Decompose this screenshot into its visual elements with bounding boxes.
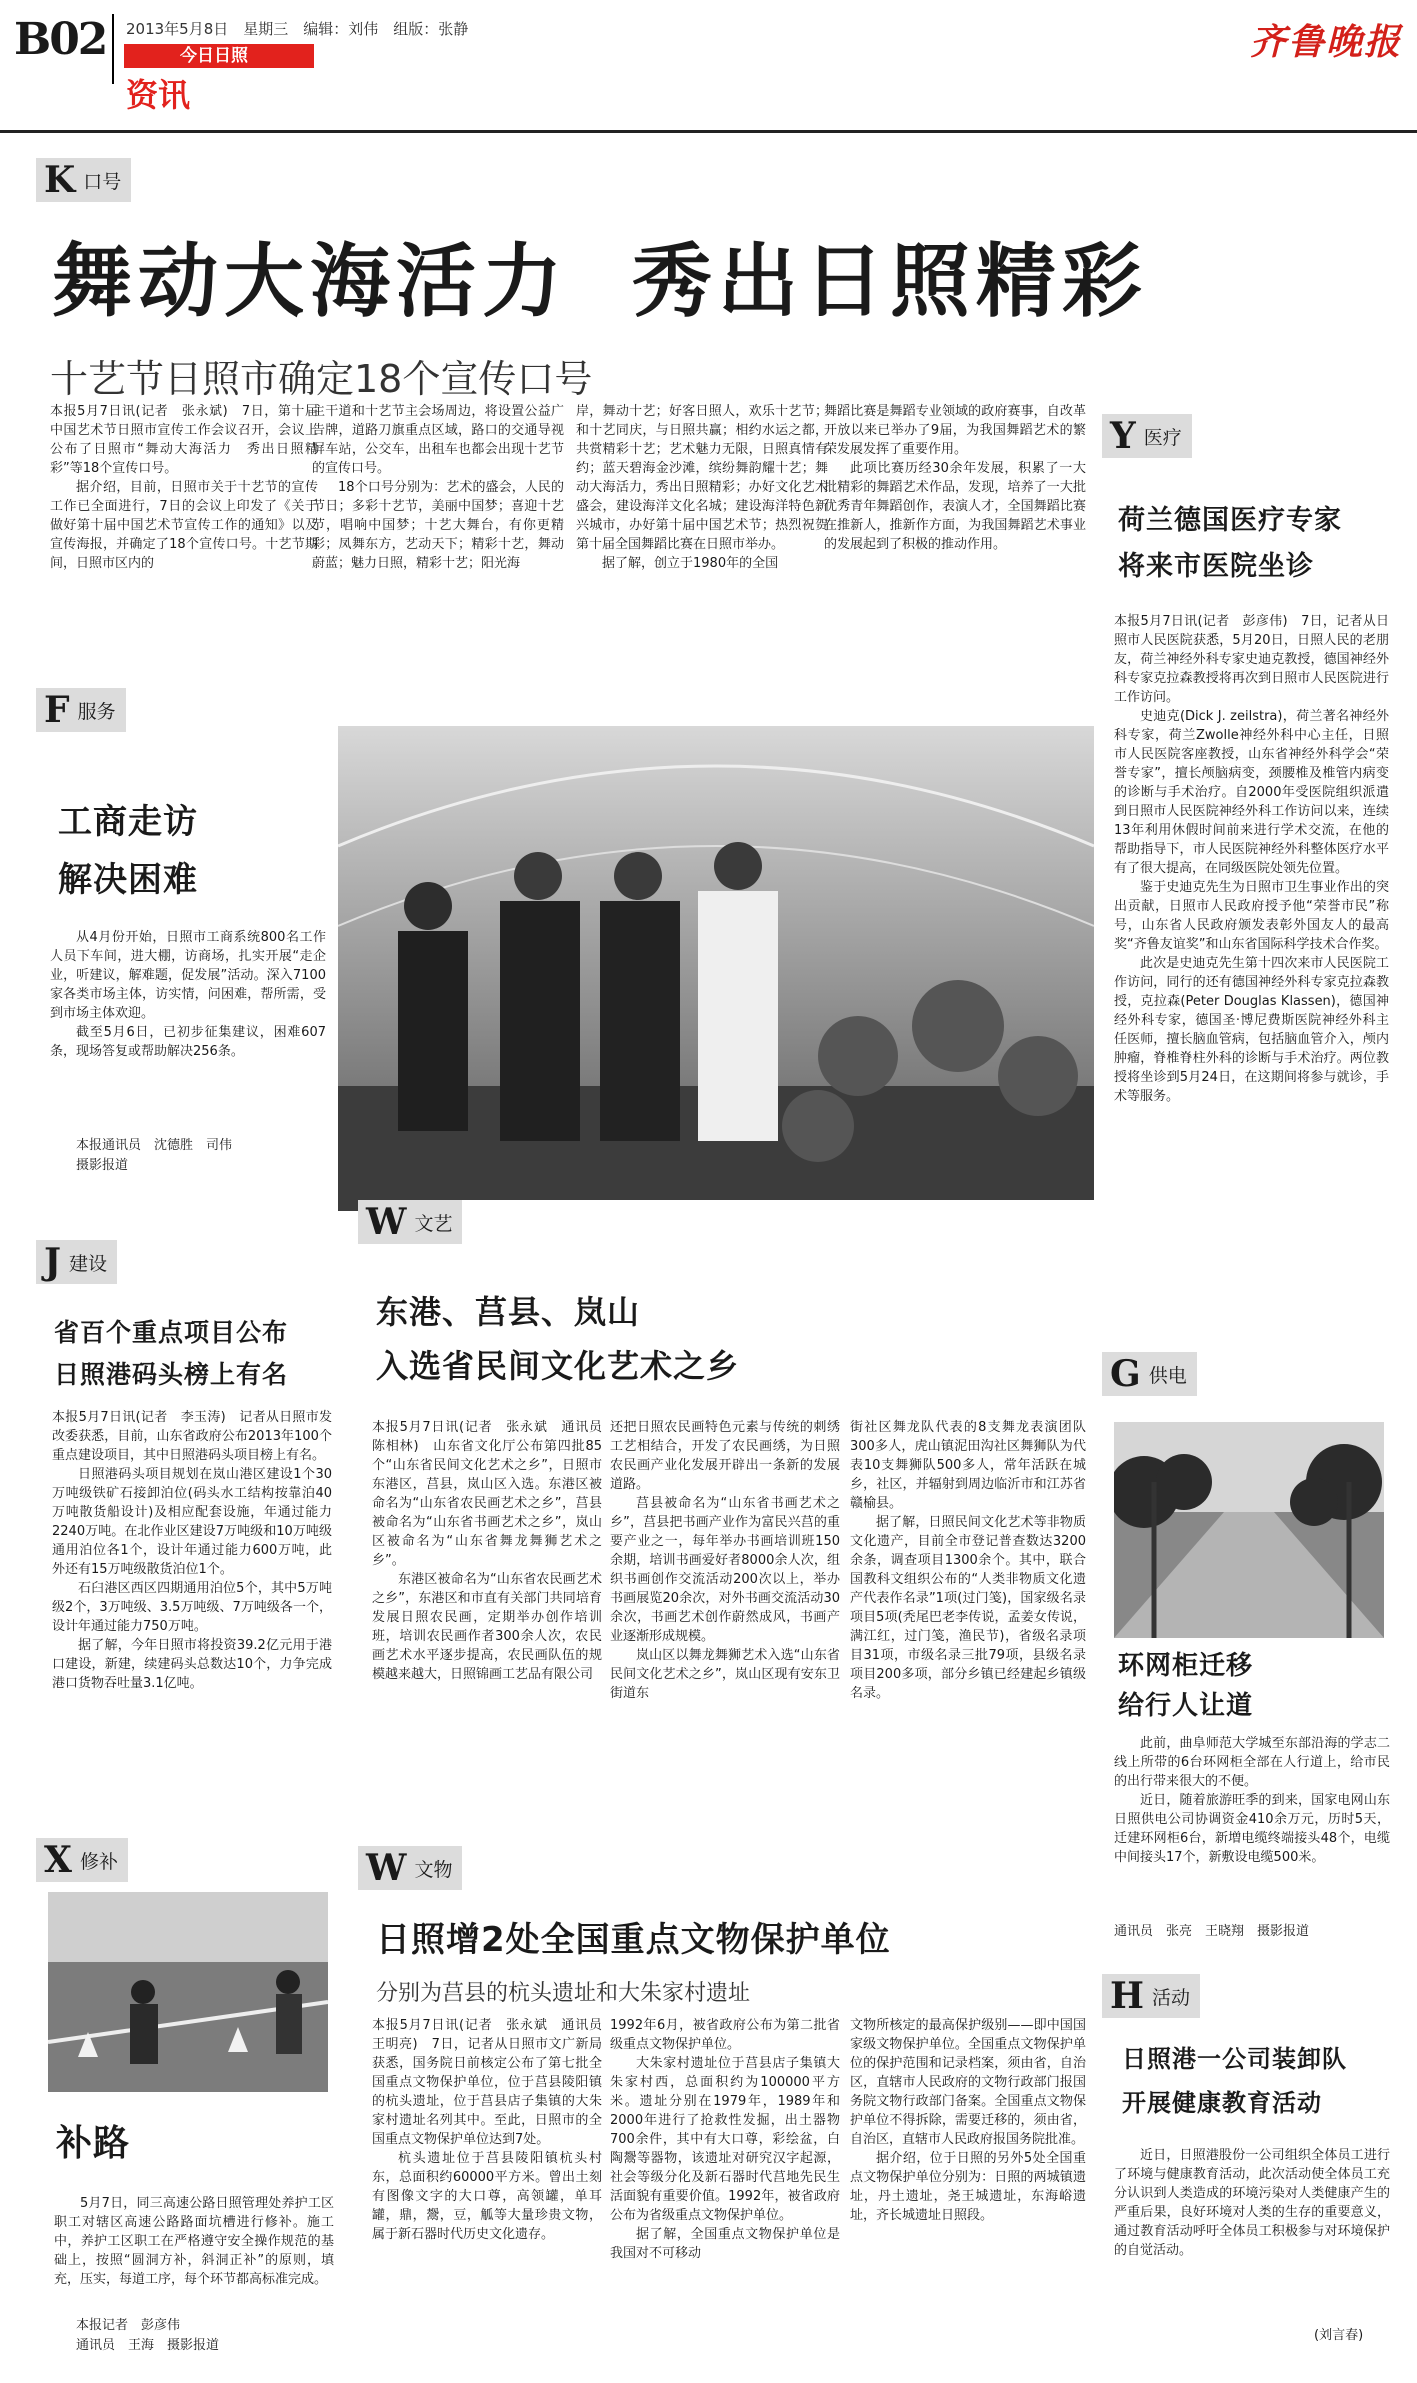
article-heritage — [358, 1846, 1098, 2352]
headline: 日照港一公司装卸队 — [1122, 2045, 1347, 2073]
headline: 日照增2处全国重点文物保护单位 — [376, 1920, 891, 1960]
article-construction — [36, 1240, 338, 1810]
brand-logo: 齐鲁晚报 — [1250, 21, 1403, 63]
paragraph: 本报5月7日讯(记者 张永斌 通讯员 王明亮) 7日，记者从日照市文广新局获悉，国务院日前核定公布了第七批全国重点文物保护单位，位于莒县陵阳镇的杭头遗址，位于莒县店子集镇的大朱家村遗址名列其中。至此，日照市的全国重点文物保护单位达到7处。 — [372, 2018, 602, 2147]
page-header — [0, 0, 1417, 140]
paragraph: 岚山区以舞龙舞狮艺术入选“山东省民间文化艺术之乡”，岚山区现有安东卫街道东 — [610, 1648, 840, 1701]
road-repair-photo — [48, 1892, 328, 2092]
article-folk-art — [358, 1200, 1098, 1838]
headline: 日照港码头榜上有名 — [54, 1360, 289, 1389]
section-tag: K 口号 — [36, 158, 131, 202]
paragraph: 据了解，全国重点文物保护单位是我国对不可移动 — [610, 2227, 840, 2261]
headline: 入选省民间文化艺术之乡 — [376, 1347, 740, 1385]
section-name: 今日日照 — [180, 46, 248, 66]
paragraph: 截至5月6日，已初步征集建议，困难607条，现场答复或帮助解决256条。 — [50, 1025, 326, 1059]
article-medical — [1102, 404, 1397, 1334]
paragraph: 18个口号分别为：艺术的盛会，人民的节日；多彩十艺节，美丽中国梦；喜迎十艺节，唱响中国梦；十艺大舞台，有你更精彩；凤舞东方，艺动天下；精彩十艺，舞动蔚蓝；魅力日照，精彩十艺；阳光海 — [312, 480, 564, 571]
headline: 将来市医院坐诊 — [1118, 551, 1314, 582]
paragraph: 本报5月7日讯(记者 张永斌) 7日，第十届中国艺术节日照市宣传工作会议召开，会议上公布了日照市“舞动大海活力 秀出日照精彩”等18个宣传口号。 — [50, 404, 318, 476]
section-tag: W 文艺 — [358, 1200, 462, 1244]
article-power — [1102, 1342, 1397, 1942]
paragraph: 街社区舞龙队代表的8支舞龙表演团队300多人，虎山镇泥田沟社区舞狮队为代表10支舞狮队500多人，常年活跃在城乡，社区，并辐射到周边临沂市和江苏省赣榆县。 — [850, 1420, 1086, 1511]
section-tag: F 服务 — [36, 688, 126, 732]
headline: 东港、莒县、岚山 — [376, 1293, 641, 1331]
headline: 舞动大海活力 秀出日照精彩 — [52, 235, 1148, 328]
article-repair — [36, 1822, 338, 2352]
paragraph: 本报5月7日讯(记者 张永斌 通讯员 陈相林) 山东省文化厅公布第四批85个“山东省民间文化艺术之乡”，日照市东港区，莒县，岚山区入选。东港区被命名为“山东省农民画艺术之乡”，莒县被命名为“山东省书画艺术之乡”，岚山区被命名为“山东省舞龙舞狮艺术之乡”。 — [372, 1420, 602, 1568]
paragraph: 从4月份开始，日照市工商系统800名工作人员下车间，进大棚，访商场，扎实开展“走企业，听建议，解难题，促发展”活动。深入7100家各类市场主体，访实情，问困难，帮所需，受到市场主体欢迎。 — [50, 930, 326, 1021]
paragraph: 本报5月7日讯(记者 李玉涛) 记者从日照市发改委获悉，目前，山东省政府公布2013年100个重点建设项目，其中日照港码头项目榜上有名。 — [52, 1410, 332, 1463]
paragraph: 莒县被命名为“山东省书画艺术之乡”，莒县把书画产业作为富民兴莒的重要产业之一，每年举办书画培训班150余期，培训书画爱好者8000余人次，组织书画创作交流活动200次以上，举办书画展览20余次，对外书画交流活动30余次，书画艺术创作蔚然成风，书画产业逐渐形成规模。 — [610, 1496, 840, 1644]
headline: 环网柜迁移 — [1118, 1651, 1254, 1681]
headline: 补路 — [56, 2123, 131, 2164]
paragraph: 东港区被命名为“山东省农民画艺术之乡”，东港区和市直有关部门共同培育发展日照农民画，定期举办创作培训班，培训农民画作者300余人次，农民画艺术水平逐步提高，农民画队伍的规模越来越大，日照锦画工艺品有限公司 — [372, 1572, 602, 1682]
paragraph: 据介绍，位于日照的另外5处全国重点文物保护单位分别为：日照的两城镇遗址，丹土遗址，尧王城遗址，东海峪遗址，齐长城遗址日照段。 — [850, 2151, 1086, 2223]
section-tag: W 文物 — [358, 1846, 462, 1890]
photo-credit: 摄影报道 — [76, 1158, 129, 1173]
page-number: B02 — [14, 14, 107, 65]
article-service — [36, 688, 1096, 1228]
paragraph: 文物所核定的最高保护级别——即中国国家级文物保护单位。全国重点文物保护单位的保护范围和记录档案，须由省，自治区，直辖市人民政府的文物行政部门报国务院文物行政部门备案。全国重点文物保护单位不得拆除，需要迁移的，须由省，自治区，直辖市人民政府报国务院批准。 — [850, 2018, 1086, 2147]
photo-credit: 通讯员 张亮 王晓翔 摄影报道 — [1114, 1924, 1310, 1939]
greenhouse-photo — [338, 726, 1094, 1211]
paragraph: 日照港码头项目规划在岚山港区建设1个30万吨级铁矿石接卸泊位(码头水工结构按靠泊40万吨散货船设计)及相应配套设施，年通过能力2240万吨。在北作业区建设7万吨级和10万吨级通用泊位各1个，设计年通过能力600万吨，此外还有15万吨级散货泊位1个。 — [52, 1467, 332, 1577]
paragraph: 舞蹈比赛是舞蹈专业领域的政府赛事，自改革开放以来已举办了9届，为我国舞蹈艺术的繁荣发展发挥了重要作用。 — [824, 404, 1086, 457]
paragraph: 石臼港区西区四期通用泊位5个，其中5万吨级2个，3万吨级、3.5万吨级、7万吨级各一个，设计年通过能力750万吨。 — [52, 1581, 332, 1634]
headline: 省百个重点项目公布 — [54, 1318, 289, 1347]
section-tag: Y 医疗 — [1102, 414, 1192, 458]
paragraph: 1992年6月，被省政府公布为第二批省级重点文物保护单位。 — [610, 2018, 840, 2052]
column-name: 资讯 — [126, 76, 191, 114]
street-photo — [1114, 1422, 1384, 1638]
paragraph: 近日，随着旅游旺季的到来，国家电网山东日照供电公司协调资金410余万元，历时5天，迁建环网柜6台，新増电缆终端接头48个，电缆中间接头17个，新敷设电缆500米。 — [1114, 1793, 1390, 1865]
subheadline: 分别为莒县的杭头遗址和大朱家村遗址 — [376, 1981, 751, 2006]
paragraph: 此前，曲阜师范大学城至东部沿海的学志二线上所带的6台环网柜全部在人行道上，给市民的出行带来很大的不便。 — [1114, 1736, 1390, 1789]
headline: 解决困难 — [58, 860, 198, 900]
headline: 荷兰德国医疗专家 — [1118, 505, 1342, 536]
paragraph: 岸，舞动十艺；好客日照人，欢乐十艺节；和十艺同庆，与日照共赢；相约水运之都，共赏精彩十艺；艺术魅力无限，日照真情有约；蓝天碧海金沙滩，缤纷舞韵耀十艺；舞动大海活力，秀出日照精彩；办好文化艺术盛会，建设海洋文化名城；建设海洋特色新兴城市，办好第十届中国艺术节；热烈祝贺第十届全国舞蹈比赛在日照市举办。 — [576, 404, 828, 552]
paragraph: 还把日照农民画特色元素与传统的刺绣工艺相结合，开发了农民画绣，为日照农民画产业化发展开辟出一条新的发展道路。 — [610, 1420, 840, 1492]
photo-credit: 通讯员 王海 摄影报道 — [76, 2338, 220, 2353]
section-tag: X 修补 — [36, 1838, 128, 1882]
issue-date: 2013年5月8日 星期三 编辑：刘伟 组版：张静 — [126, 20, 469, 38]
paragraph: 据了解，今年日照市将投资39.2亿元用于港口建设，新建，续建码头总数达10个，力争完成港口货物吞吐量3.1亿吨。 — [52, 1638, 332, 1691]
paragraph: 鉴于史迪克先生为日照市卫生事业作出的突出贡献，日照市人民政府授予他“荣誉市民”称号，山东省人民政府颁发表彰外国友人的最高奖“齐鲁友谊奖”和山东省国际科学技术合作奖。 — [1114, 880, 1389, 952]
headline: 工商走访 — [58, 802, 198, 842]
paragraph: 本报5月7日讯(记者 彭彦伟) 7日，记者从日照市人民医院获悉，5月20日，日照人民的老朋友，荷兰神经外科专家史迪克教授，德国神经外科专家克拉森教授将再次到日照市人民医院进行工作访问。 — [1114, 614, 1389, 705]
paragraph: 大朱家村遗址位于莒县店子集镇大朱家村西，总面积约为100000平方米。遗址分别在1979年，1989年和2000年进行了抢救性发掘，出土器物700余件，其中有大口尊，彩绘盆，白陶鬶等器物，该遗址对研究汉字起源，社会等级分化及新石器时代莒地先民生活面貌有重要价值。1992年，被省政府公布为省级重点文物保护单位。 — [610, 2056, 840, 2223]
paragraph: 史迪克(Dick J. zeilstra)，荷兰著名神经外科专家，荷兰Zwolle神经外科中心主任，日照市人民医院客座教授，山东省神经外科学会“荣誉专家”，擅长颅脑病变，颈腰椎及椎管内病变的诊断与手术治疗。自2000年受医院组织派遣到日照市人民医院神经外科工作访问以来，连续13年利用休假时间前来进行学术交流，在他的帮助指导下，市人民医院神经外科整体医疗水平有了很大提高，在同级医院处领先位置。 — [1114, 709, 1389, 876]
paragraph: 据介绍，目前，日照市关于十艺节的宣传工作已全面进行，7日的会议上印发了《关于做好第十届中国艺术节宣传工作的通知》以及宣传海报，并确定了18个宣传口号。十艺节期间，日照市区内的 — [50, 480, 318, 571]
photo-credit: 本报通讯员 沈德胜 司伟 — [76, 1138, 233, 1153]
paragraph: 主干道和十艺节主会场周边，将设置公益广告牌，道路刀旗重点区域，路口的交通导视屏车站，公交车，出租车也都会出现十艺节的宣传口号。 — [312, 404, 564, 476]
headline: 给行人让道 — [1118, 1691, 1254, 1721]
section-tag: H 活动 — [1102, 1974, 1200, 2018]
headline: 开展健康教育活动 — [1122, 2089, 1322, 2117]
paragraph: 近日，日照港股份一公司组织全体员工进行了环境与健康教育活动，此次活动使全体员工充分认识到人类造成的环境污染对人类健康产生的严重后果，良好环境对人类的生存的重要意义，通过教育活动呼吁全体员工积极参与对环境保护的自觉活动。 — [1114, 2148, 1390, 2258]
section-tag: J 建设 — [36, 1240, 117, 1284]
subheadline: 十艺节日照市确定18个宣传口号 — [50, 357, 593, 401]
paragraph: 据了解，创立于1980年的全国 — [602, 556, 779, 571]
section-tag: G 供电 — [1102, 1352, 1197, 1396]
paragraph: 此项比赛历经30余年发展，积累了一大批精彩的舞蹈艺术作品，发现，培养了一大批优秀青年舞蹈创作，表演人才，全国舞蹈比赛在推新人，推新作方面，为我国舞蹈艺术事业的发展起到了积极的推动作用。 — [824, 461, 1086, 552]
paragraph: 5月7日，同三高速公路日照管理处养护工区职工对辖区高速公路路面坑槽进行修补。施工中，养护工区职工在严格遵守安全操作规范的基础上，按照“圆洞方补，斜洞正补”的原则，填充，压实，每道工序，每个环节都高标准完成。 — [54, 2196, 334, 2287]
article-activity — [1102, 1962, 1397, 2352]
photo-credit: 本报记者 彭彦伟 — [76, 2318, 181, 2333]
byline: (刘言春) — [1314, 2328, 1364, 2343]
paragraph: 据了解，日照民间文化艺术等非物质文化遗产，目前全市登记普查数达3200余条，调查项目1300余个。其中，联合国教科文组织公布的“人类非物质文化遗产代表作名录”1项(过门笺)，国家级名录项目5项(秃尾巴老李传说，孟姜女传说，满江红，过门笺，渔民节)，省级名录项目31项，市级名录三批79项，县级名录项目200多项，部分乡镇已经建起乡镇级名录。 — [850, 1515, 1086, 1701]
paragraph: 杭头遗址位于莒县陵阳镇杭头村东，总面积约60000平方米。曾出土刻有图像文字的大口尊，高领罐，单耳罐，鼎，鬶，豆，觚等大量珍贵文物，属于新石器时代历史文化遗存。 — [372, 2151, 602, 2242]
paragraph: 此次是史迪克先生第十四次来市人民医院工作访问，同行的还有德国神经外科专家克拉森教授，克拉森(Peter Douglas Klassen)，德国神经外科专家，德国圣·博尼费斯医院神经外科主任医师，擅长脑血管病，包括脑血管介入，颅内肿瘤，脊椎脊柱外科的诊断与手术治疗。两位教授将坐诊到5月24日，在这期间将参与就诊，手术等服务。 — [1114, 956, 1389, 1104]
